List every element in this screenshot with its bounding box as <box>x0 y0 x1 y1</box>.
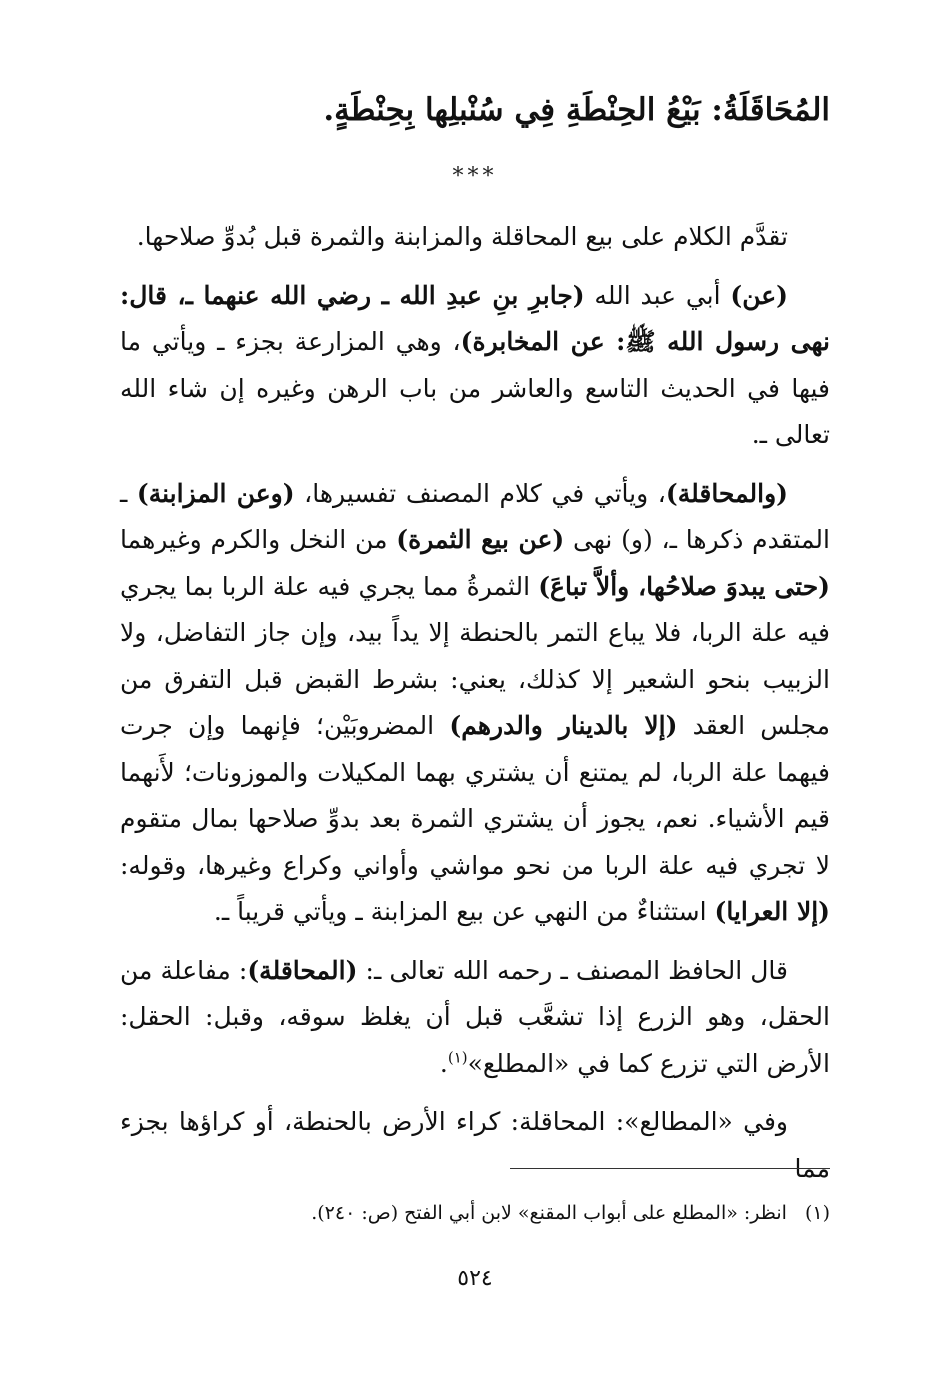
bold-text: (إلا بالدينار والدرهم) <box>449 711 678 740</box>
section-separator: *** <box>452 164 498 189</box>
footnote-number: (١) <box>804 1202 830 1224</box>
text-span: استثناءٌ من النهي عن بيع المزابنة ـ ويأتي قريباً ـ. <box>213 897 715 926</box>
text-span: ، وهي المزارعة بجزء ـ ويأتي ما فيها في الحديث التاسع والعاشر من باب الرهن وغيره إن شاء الله تعالى ـ. <box>120 327 830 449</box>
text-span: من النخل والكرم وغيرهما <box>120 525 397 554</box>
intro-paragraph: تقدَّم الكلام على بيع المحاقلة والمزابنة والثمرة قبل بُدوِّ صلاحها. <box>136 222 788 251</box>
definition-paragraph <box>120 948 830 1088</box>
bold-text: (والمحاقلة) <box>665 478 788 508</box>
explanation-paragraph <box>120 471 830 936</box>
page-number: ٥٢٤ <box>457 1266 493 1291</box>
bold-text: (جابرِ بنِ عبدِ الله ـ رضي الله عنهما ـ، قال: نهى رسول الله ﷺ: عن المخابرة) <box>120 280 830 356</box>
bold-text: (عن بيع الثمرة) <box>396 525 565 554</box>
bold-text: (وعن المزابنة) <box>136 478 295 508</box>
bold-text: (إلا العرايا) <box>714 897 830 926</box>
section-heading: المُحَاقَلَةُ: بَيْعُ الحِنْطَةِ فِي سُنْبلِها بِحِنْطَةٍ. <box>323 92 830 128</box>
bold-text: (عن) <box>730 280 788 310</box>
text-span: أبي عبد الله <box>584 280 731 310</box>
text-span: قال الحافظ المصنف ـ رحمه الله تعالى ـ: <box>357 955 788 985</box>
text-span: : مفاعلة من الحقل، وهو الزرع إذا تشعَّب قبل أن يغلظ سوقه، وقبل: الحقل: الأرض التي تزرع كما في «المطلع» <box>120 955 830 1078</box>
footnote <box>120 1200 830 1227</box>
footnote-text: انظر: «المطلع على أبواب المقنع» لابن أبي الفتح (ص: ٢٤٠). <box>311 1202 787 1224</box>
text-span: ـ المتقدم ذكرها ـ، (و) نهى <box>120 478 830 554</box>
body-text <box>120 214 830 1204</box>
bold-text: (حتى يبدوَ صلاحُها، وألاَّ تباعَ) <box>538 571 830 601</box>
bold-text: (المحاقلة) <box>247 955 358 985</box>
footnote-divider <box>510 1168 830 1169</box>
hadith-paragraph <box>120 273 830 459</box>
text-span: الثمرةُ مما يجري فيه علة الربا بما يجري فيه علة الربا، فلا يباع التمر بالحنطة إلا يداً بيد، وإن جاز التفاضل، ولا الزبيب بنحو الشعير إلا كذلك، يعني: بشرط القبض قبل التفرق من مجلس العقد <box>120 571 830 740</box>
footnote-reference[interactable]: (١) <box>447 1048 468 1067</box>
text-span: . <box>439 1048 448 1078</box>
text-span: المضروبَيْن؛ فإنهما وإن جرت فيهما علة الربا، لم يمتنع أن يشتري بهما المكيلات والموزونات؛ لأَنهما قيم الأشياء. نعم، يجوز أن يشتري الثمرة بعد بدوِّ صلاحها بمال متقوم لا تجري فيه علة الربا من نحو مواشي وأواني وكراع وغيرها، وقوله: <box>120 711 830 880</box>
text-span: ، ويأتي في كلام المصنف تفسيرها، <box>294 478 666 508</box>
continuation-paragraph: وفي «المطالع»: المحاقلة: كراء الأرض بالحنطة، أو كراؤها بجزء مما <box>120 1107 830 1183</box>
